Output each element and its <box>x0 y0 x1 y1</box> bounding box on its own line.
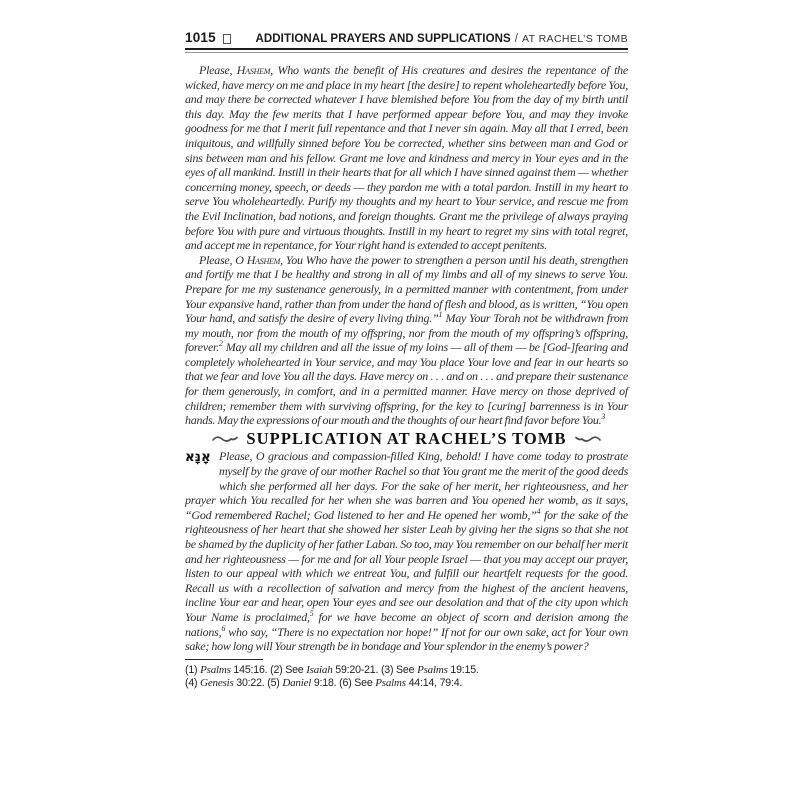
page-header <box>185 30 628 53</box>
running-head <box>185 30 628 45</box>
page-number: 1015 <box>185 30 216 45</box>
header-rule <box>185 48 628 53</box>
section-heading <box>185 428 628 448</box>
prayer-paragraph: Please, Hashem, Who wants the benefit of His creatures and desires the repentance of the wicked, have mercy on me and place in my heart [the desire] to repent wholeheartedly before You, and may there be corrected whatever I have blemished before You from the day of my birth until this day. May the few merits that I have performed appear before You, and may they invoke goodness for me that I merit full repentance and that I never sin again. May all that I erred, been iniquitous, and willfully sinned before You be corrected, whether sins between man and God or sins between man and his fellow. Grant me love and kindness and mercy in Your eyes and in the eyes of all mankind. Instill in their hearts that for all which I have sinned against them — whether concerning money, speech, or deeds — they pardon me with a total pardon. Instill in my heart to serve You wholeheartedly. Purify my thoughts and my heart to Your service, and rescue me from the Evil Inclination, bad notions, and foreign thoughts. Grant me the privilege of always praying before You with pure and virtuous thoughts. Instill in my heart to regret my sins with total regret, and accept me in repentance, for Your right hand is extended to accept penitents. <box>185 63 628 253</box>
footnotes <box>185 659 628 691</box>
prayer-paragraph: Please, O Hashem, You Who have the power to strengthen a person until his death, strengthen and fortify me that I be healthy and strong in all of my limbs and all of my sinews to serve You. Prepare for me my sustenance generously, in a permitted manner with contentment, from under Your expansive hand, rather than from under the hand of flesh and blood, as is written, “You open Your hand, and satisfy the desire of every living thing.”$^1$ May Your Torah not be withdrawn from my mouth, nor from the mouth of my offspring, nor from the mouth of my offspring’s offspring, forever.$^2$ May all my children and all the issue of my loins — all of them — be [God-]fearing and completely wholehearted in Your service, and may You place Your love and fear in our hearts so that we fear and love You all the days. Have mercy on . . . and on . . . and prepare their sustenance for them generously, in comfort, and in a permitted manner. Have mercy on those deprived of children; remember them with surviving offspring, for the key to [curing] barrenness is in Your hands. May the expressions of our mouth and the thoughts of our heart find favor before You.$^3$ <box>185 252 628 428</box>
section-square-icon <box>223 34 232 44</box>
flourish-right-icon <box>575 434 601 444</box>
header-title-separator: / <box>514 33 518 45</box>
flourish-left-icon <box>212 434 238 444</box>
header-title-main: ADDITIONAL PRAYERS AND SUPPLICATIONS <box>255 33 511 45</box>
footnote-rule <box>185 659 263 660</box>
footnote-line: (4) Genesis 30:22. (5) Daniel 9:18. (6) See Psalms 44:14, 79:4. <box>185 677 463 690</box>
page-content-area <box>185 30 628 691</box>
section-heading-text: SUPPLICATION AT RACHEL’S TOMB <box>246 428 567 448</box>
footnote-line: (1) Psalms 145:16. (2) See Isaiah 59:20-21. (3) See Psalms 19:15. <box>185 663 479 676</box>
supplication-paragraph: אָנָּא Please, O gracious and compassion-filled King, behold! I have come today to prostrate myself by the grave of our mother Rachel so that You grant me the merit of the good deeds which she performed all her days. For the sake of her merit, her righteousness, and her prayer which You recalled for her when she was barren and You opened her womb, as it says, “God remembered Rachel; God listened to her and He opened her womb,”$^4$ for the sake of the righteousness of her heart that she showed her sister Leah by giving her the signs so that she not be shamed by the duplicity of her father Laban. So too, may You remember on our behalf her merit and her righteousness — for me and for all Your people Israel — that you may accept our prayer, listen to our appeal with which we entreat You, and fulfill our heartfelt requests for the good. Recall us with a recollection of salvation and mercy from the highest of the ancient heavens, incline Your ear and hear, open Your eyes and see our desolation and that of the city upon which Your Name is proclaimed,$^5$ for we have become an object of scorn and derision among the nations,$^6$ who say, “There is no expectation nor hope!” If not for our own sake, act for Your own sake; how long will Your strength be in bondage and Your splendor in the enemy’s power? <box>185 449 629 654</box>
header-title-sub: AT RACHEL’S TOMB <box>522 33 628 45</box>
prayer-text-block <box>185 63 628 654</box>
